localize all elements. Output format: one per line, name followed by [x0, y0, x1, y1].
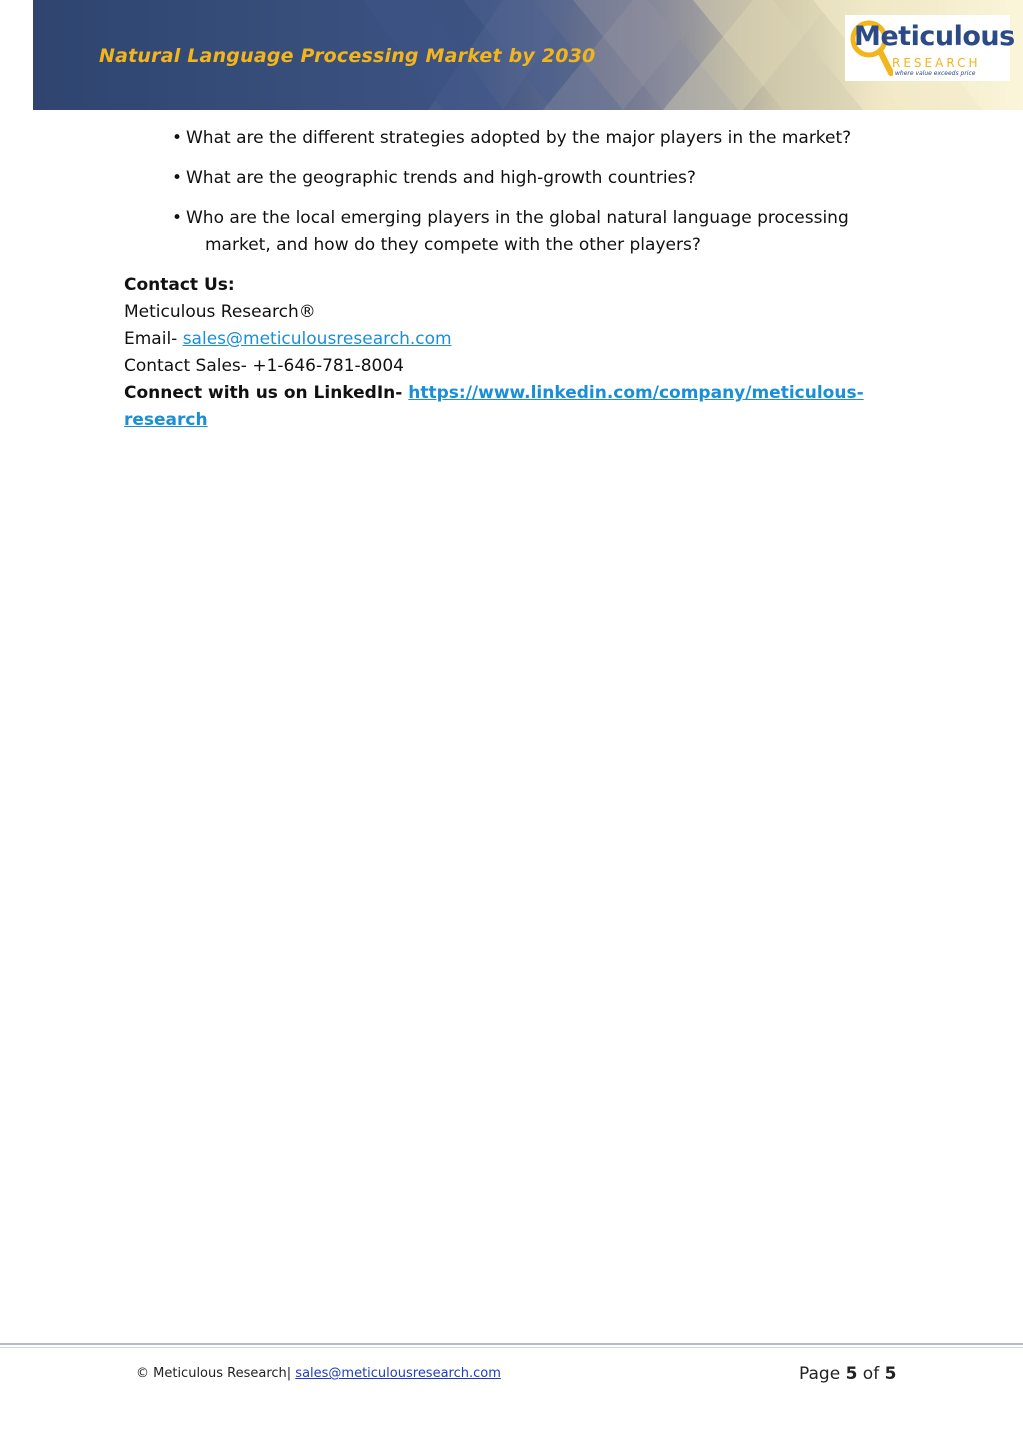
- logo-wordmark: Meticulous: [854, 21, 1015, 52]
- footer-copyright-text: © Meticulous Research|: [136, 1366, 296, 1381]
- page-total: 5: [884, 1364, 897, 1384]
- contact-section: [124, 272, 924, 434]
- logo-tagline: where value exceeds price: [895, 70, 976, 77]
- list-item-text: What are the geographic trends and high-growth countries?: [186, 168, 696, 188]
- linkedin-line: [124, 380, 924, 407]
- sales-phone: Contact Sales- +1-646-781-8004: [124, 356, 404, 376]
- list-item: [172, 205, 932, 259]
- list-item-text: Who are the local emerging players in the global natural language processing: [186, 208, 849, 228]
- list-item: [172, 125, 932, 152]
- email-label: Email-: [124, 329, 183, 349]
- footer-email-link[interactable]: sales@meticulousresearch.com: [295, 1366, 501, 1381]
- meticulous-logo: [845, 15, 1015, 81]
- bullet-icon: •: [172, 208, 183, 228]
- contact-heading: Contact Us:: [124, 275, 235, 295]
- logo-subtitle: RESEARCH: [892, 56, 981, 70]
- list-item-text: What are the different strategies adopted by the major players in the market?: [186, 128, 852, 148]
- company-name: Meticulous Research®: [124, 302, 316, 322]
- of-word: of: [857, 1364, 885, 1384]
- footer-divider: [0, 1343, 1023, 1345]
- linkedin-link[interactable]: https://www.linkedin.com/company/meticulous-: [408, 383, 864, 403]
- question-list: [172, 125, 932, 272]
- linkedin-label: Connect with us on LinkedIn-: [124, 383, 409, 403]
- page-number: [799, 1364, 896, 1384]
- bullet-icon: •: [172, 128, 183, 148]
- footer-copyright: [136, 1366, 501, 1381]
- list-item: [172, 165, 932, 192]
- page-word: Page: [799, 1364, 846, 1384]
- document-title: Natural Language Processing Market by 2030: [99, 45, 596, 67]
- list-item-text-continued: market, and how do they compete with the other players?: [205, 235, 701, 255]
- footer-divider-secondary: [0, 1347, 1023, 1348]
- header-banner: [33, 0, 1023, 110]
- email-line: [124, 326, 924, 353]
- linkedin-line-continued: [124, 407, 924, 434]
- linkedin-link-continued[interactable]: research: [124, 410, 208, 430]
- page-current: 5: [845, 1364, 858, 1384]
- email-link[interactable]: sales@meticulousresearch.com: [182, 329, 452, 349]
- bullet-icon: •: [172, 168, 183, 188]
